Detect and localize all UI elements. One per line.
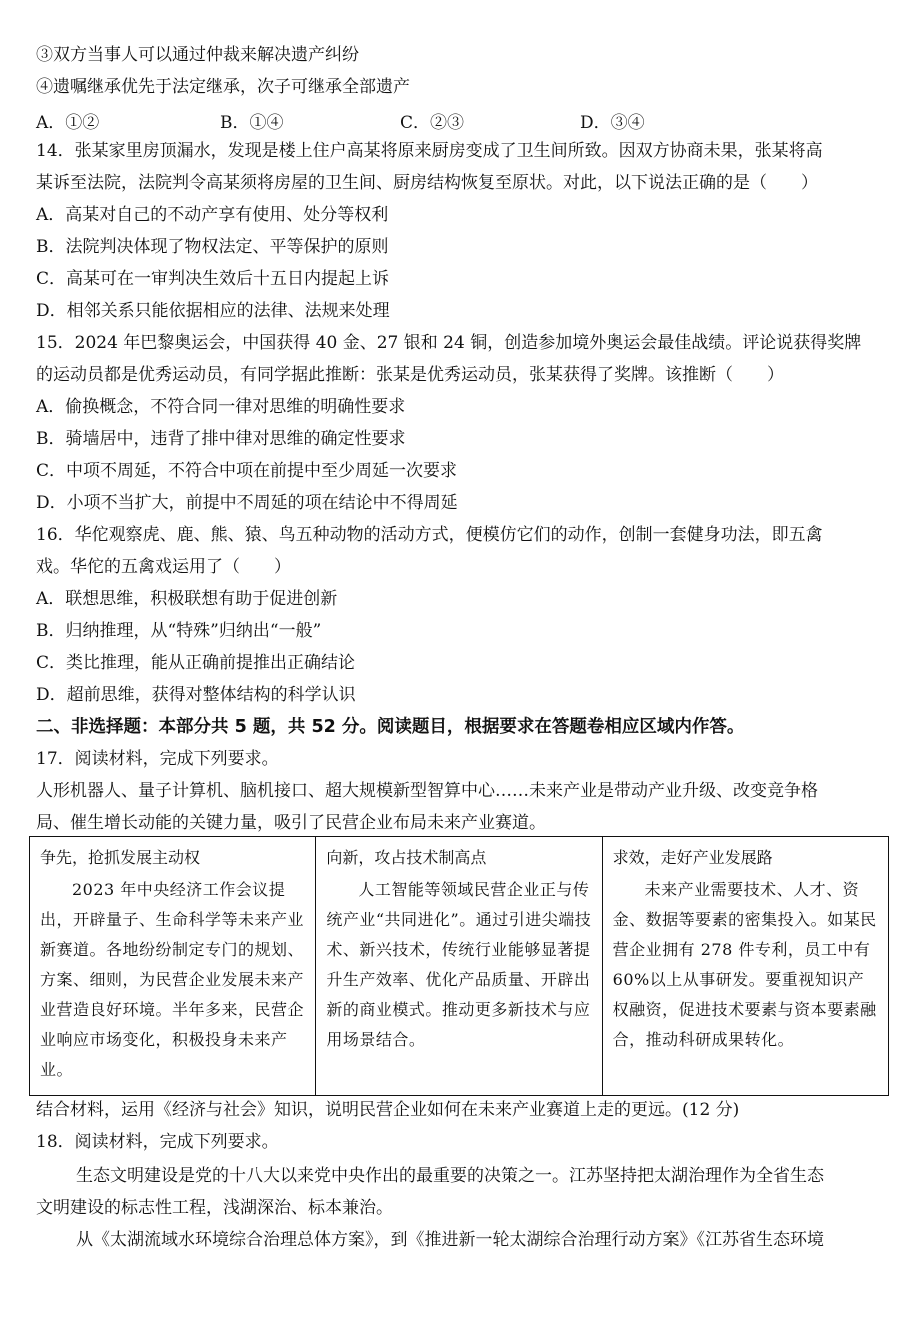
q16-option-a[interactable]: A．联想思维，积极联想有助于促进创新 bbox=[36, 589, 338, 609]
q15-option-d[interactable]: D．小项不当扩大，前提中不周延的项在结论中不得周延 bbox=[36, 493, 458, 513]
q14-option-c[interactable]: C．高某可在一审判决生效后十五日内提起上诉 bbox=[36, 269, 390, 289]
q14-option-d[interactable]: D．相邻关系只能依据相应的法律、法规来处理 bbox=[36, 301, 390, 321]
material-cell-2-title: 向新，攻占技术制高点 bbox=[326, 848, 487, 867]
q17-material-table bbox=[29, 836, 889, 1096]
material-cell-2 bbox=[316, 837, 602, 1096]
q13-option-d[interactable]: D．③④ bbox=[580, 113, 645, 133]
q13-statement-3: ③双方当事人可以通过仲裁来解决遗产纠纷 bbox=[36, 45, 359, 65]
q14-option-b[interactable]: B．法院判决体现了物权法定、平等保护的原则 bbox=[36, 237, 389, 257]
q14-stem-line-1: 14．张某家里房顶漏水，发现是楼上住户高某将原来厨房变成了卫生间所致。因双方协商未果，张某将高 bbox=[36, 141, 823, 161]
q15-stem-line-2: 的运动员都是优秀运动员，有同学据此推断：张某是优秀运动员，张某获得了奖牌。该推断（ ） bbox=[36, 365, 784, 385]
q16-option-d[interactable]: D．超前思维，获得对整体结构的科学认识 bbox=[36, 685, 356, 705]
q13-statement-4: ④遗嘱继承优先于法定继承，次子可继承全部遗产 bbox=[36, 77, 410, 97]
material-cell-1 bbox=[30, 837, 316, 1096]
material-cell-3 bbox=[602, 837, 888, 1096]
material-cell-1-body: 2023 年中央经济工作会议提出，开辟量子、生命科学等未来产业新赛道。各地纷纷制定专门的规划、方案、细则，为民营企业发展未来产业营造良好环境。半年多来，民营企业响应市场变化，积极投身未来产业。 bbox=[40, 880, 305, 1079]
q18-paragraph-1-line-2: 文明建设的标志性工程，浅湖深治、标本兼治。 bbox=[36, 1198, 393, 1218]
section-2-heading: 二、非选择题：本部分共 5 题，共 52 分。阅读题目，根据要求在答题卷相应区域内作答。 bbox=[36, 717, 745, 737]
material-cell-3-body: 未来产业需要技术、人才、资金、数据等要素的密集投入。如某民营企业拥有 278 件专利，员工中有 60%以上从事研发。要重视知识产权融资，促进技术要素与资本要素融合，推动科研成果转化。 bbox=[612, 880, 877, 1049]
q15-option-a[interactable]: A．偷换概念，不符合同一律对思维的明确性要求 bbox=[36, 397, 406, 417]
q14-stem-line-2: 某诉至法院，法院判令高某须将房屋的卫生间、厨房结构恢复至原状。对此，以下说法正确的是（ ） bbox=[36, 173, 818, 193]
q18-paragraph-1-line-1: 生态文明建设是党的十八大以来党中央作出的最重要的决策之一。江苏坚持把太湖治理作为全省生态 bbox=[76, 1166, 824, 1186]
q15-option-c[interactable]: C．中项不周延，不符合中项在前提中至少周延一次要求 bbox=[36, 461, 458, 481]
q15-stem-line-1: 15．2024 年巴黎奥运会，中国获得 40 金、27 银和 24 铜，创造参加境外奥运会最佳战绩。评论说获得奖牌 bbox=[36, 333, 862, 353]
q15-option-b[interactable]: B．骑墙居中，违背了排中律对思维的确定性要求 bbox=[36, 429, 406, 449]
q17-stem: 17．阅读材料，完成下列要求。 bbox=[36, 749, 279, 769]
material-cell-3-title: 求效，走好产业发展路 bbox=[612, 848, 773, 867]
q16-option-c[interactable]: C．类比推理，能从正确前提推出正确结论 bbox=[36, 653, 356, 673]
q13-option-c[interactable]: C．②③ bbox=[400, 113, 465, 133]
q16-option-b[interactable]: B．归纳推理，从“特殊”归纳出“一般” bbox=[36, 621, 322, 641]
q18-stem: 18．阅读材料，完成下列要求。 bbox=[36, 1132, 279, 1152]
q17-question: 结合材料，运用《经济与社会》知识，说明民营企业如何在未来产业赛道上走的更远。(12 分) bbox=[36, 1100, 740, 1120]
q16-stem-line-1: 16．华佗观察虎、鹿、熊、猿、鸟五种动物的活动方式，便模仿它们的动作，创制一套健身功法，即五禽 bbox=[36, 525, 823, 545]
q16-stem-line-2: 戏。华佗的五禽戏运用了（ ） bbox=[36, 557, 291, 577]
table-row bbox=[30, 837, 889, 1096]
material-cell-1-title: 争先，抢抓发展主动权 bbox=[40, 848, 201, 867]
q17-intro-line-1: 人形机器人、量子计算机、脑机接口、超大规模新型智算中心……未来产业是带动产业升级、改变竞争格 bbox=[36, 781, 818, 801]
q18-paragraph-2-line-1: 从《太湖流域水环境综合治理总体方案》，到《推进新一轮太湖综合治理行动方案》《江苏省生态环境 bbox=[76, 1230, 824, 1250]
q13-option-a[interactable]: A．①② bbox=[36, 113, 100, 133]
q14-option-a[interactable]: A．高某对自己的不动产享有使用、处分等权利 bbox=[36, 205, 389, 225]
q17-intro-line-2: 局、催生增长动能的关键力量，吸引了民营企业布局未来产业赛道。 bbox=[36, 813, 546, 833]
q13-options bbox=[36, 108, 796, 133]
material-cell-2-body: 人工智能等领域民营企业正与传统产业“共同进化”。通过引进尖端技术、新兴技术，传统行业能够显著提升生产效率、优化产品质量、开辟出新的商业模式。推动更多新技术与应用场景结合。 bbox=[326, 880, 592, 1049]
q13-option-b[interactable]: B．①④ bbox=[220, 113, 284, 133]
